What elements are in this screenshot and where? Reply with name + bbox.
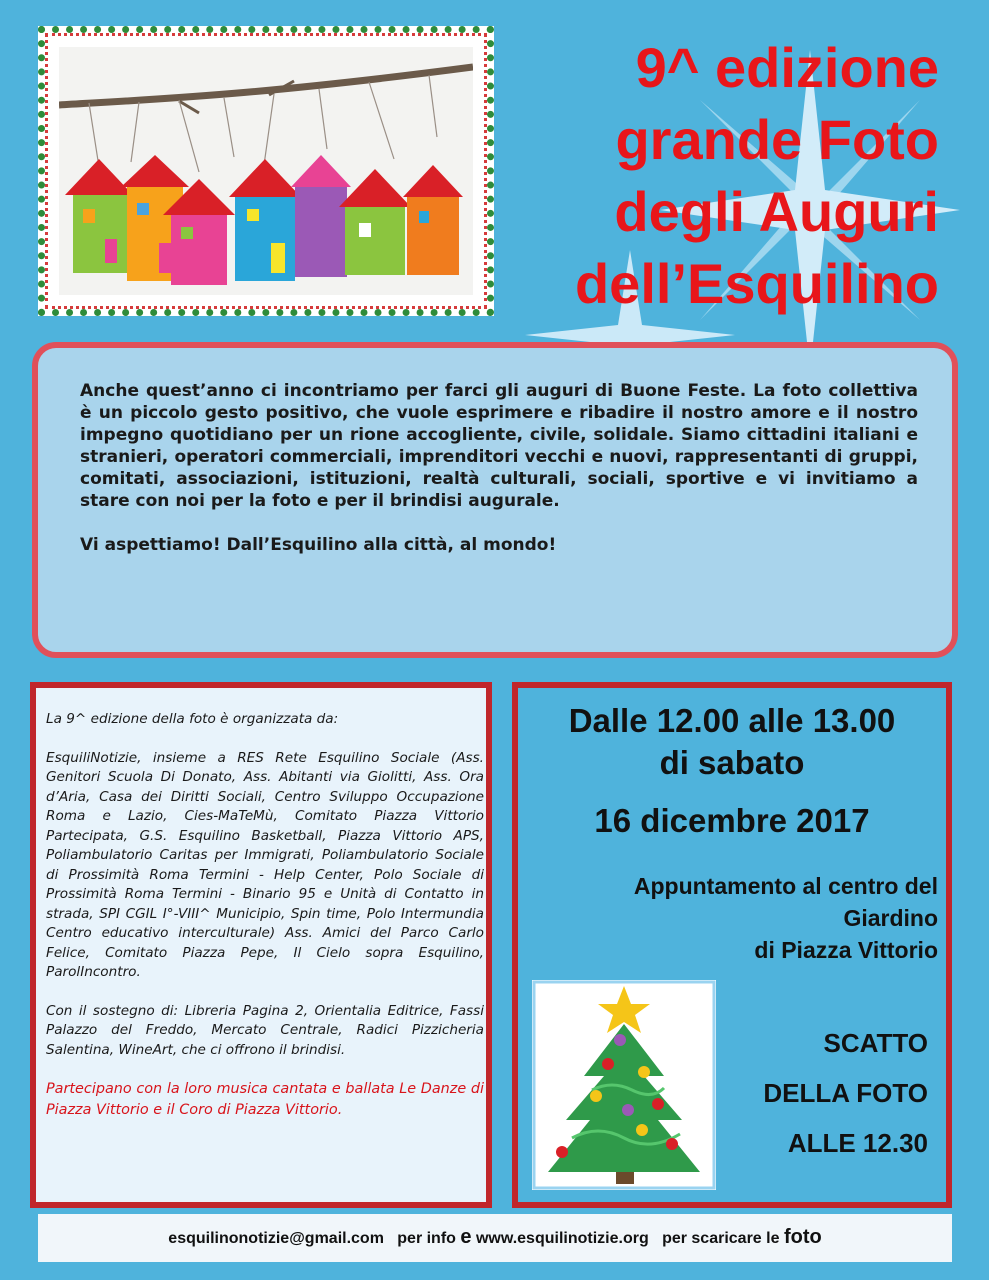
intro-closing: Vi aspettiamo! Dall’Esquilino alla città, al mondo! xyxy=(80,535,557,555)
title-line: 9^ edizione xyxy=(635,36,939,99)
event-day: di sabato xyxy=(659,744,805,781)
event-date: 16 dicembre 2017 xyxy=(594,802,870,839)
intro-paragraph: Anche quest’anno ci incontriamo per farci gli auguri di Buone Feste. La foto collettiva è un piccolo gesto positivo, che vuole esprimere e ribadire il nostro amore e il nostro impegno quotidiano per un rione accogliente, civile, solidale. Siamo cittadini italiani e stranieri, operatori commerciali, imprenditori vecchi e nuovi, rappresentanti di gruppi, comitati, associazioni, istituzioni, realtà culturali, sociali, sportive e vi invitiamo a stare con noi per la foto e per il brindisi augurale. xyxy=(80,381,918,511)
location-line: Giardino xyxy=(843,905,938,931)
event-location xyxy=(518,870,938,966)
organizers-heading: La 9^ edizione della foto è organizzata da: xyxy=(46,711,339,727)
footer-bar xyxy=(38,1214,952,1262)
christmas-tree-image xyxy=(532,980,716,1190)
intro-message-box xyxy=(32,342,958,658)
photo-frame xyxy=(38,26,494,316)
music-text: Partecipano con la loro musica cantata e ballata Le Danze di Piazza Vittorio e il Coro di Piazza Vittorio. xyxy=(46,1081,484,1118)
location-line: di Piazza Vittorio xyxy=(754,937,938,963)
conjunction-text: e xyxy=(460,1226,472,1248)
christmas-tree-icon xyxy=(532,980,716,1190)
footer-text xyxy=(38,1226,952,1249)
organizers-text xyxy=(46,710,484,1140)
info-label: per info xyxy=(397,1230,456,1247)
intro-text xyxy=(80,380,918,556)
contact-email-link[interactable]: esquilinonotizie@gmail.com xyxy=(168,1230,384,1247)
organizers-box xyxy=(30,682,492,1208)
photo-word: foto xyxy=(783,1226,822,1248)
sponsors-text: Con il sostegno di: Libreria Pagina 2, Orientalia Editrice, Fassi Palazzo del Freddo, Mercato Centrale, Radici Pizzicheria Salentina, WineArt, che ci offrono il brindisi. xyxy=(46,1002,484,1058)
felt-houses-illustration xyxy=(59,47,473,295)
website-link[interactable]: www.esquilinotizie.org xyxy=(475,1230,649,1247)
location-line: Appuntamento al centro del xyxy=(633,873,938,899)
title-line: grande Foto xyxy=(615,108,939,171)
felt-houses-photo xyxy=(59,47,473,295)
title-line: dell’Esquilino xyxy=(574,252,939,315)
event-details-box xyxy=(512,682,952,1208)
organizers-list: EsquiliNotizie, insieme a RES Rete Esquilino Sociale (Ass. Genitori Scuola Di Donato, Ass. Abitanti via Giolitti, Ass. Ora d’Aria, Casa dei Diritti Sociali, Centro Sviluppo Occupazione Roma e Lazio, Cies-MaTeMù, Comitato Piazza Vittorio Partecipata, G.S. Esquilino Basketball, Piazza Vittorio APS, Poliambulatorio Caritas per Immigrati, Poliambulatorio Sociale di Prossimità Roma Termini - Help Center, Polo Sociale di Prossimità Roma Termini - Binario 95 e Unità di Contatto in strada, SPI CGIL I°-VIII^ Municipio, Spin time, Polo Intermundia Centro educativo interculturale) Ass. Amici del Parco Carlo Felice, Comitato Piazza Pepe, Il Cielo sopra Esquilino, ParolIncontro. xyxy=(46,749,484,980)
event-title xyxy=(519,32,939,320)
download-label: per scaricare le xyxy=(662,1230,780,1247)
event-time: Dalle 12.00 alle 13.00 xyxy=(568,702,896,739)
photo-time-line: DELLA FOTO xyxy=(763,1078,928,1108)
photo-time-notice xyxy=(708,1018,928,1168)
photo-time-line: SCATTO xyxy=(823,1028,928,1058)
title-line: degli Auguri xyxy=(614,180,939,243)
photo-time-line: ALLE 12.30 xyxy=(787,1128,928,1158)
